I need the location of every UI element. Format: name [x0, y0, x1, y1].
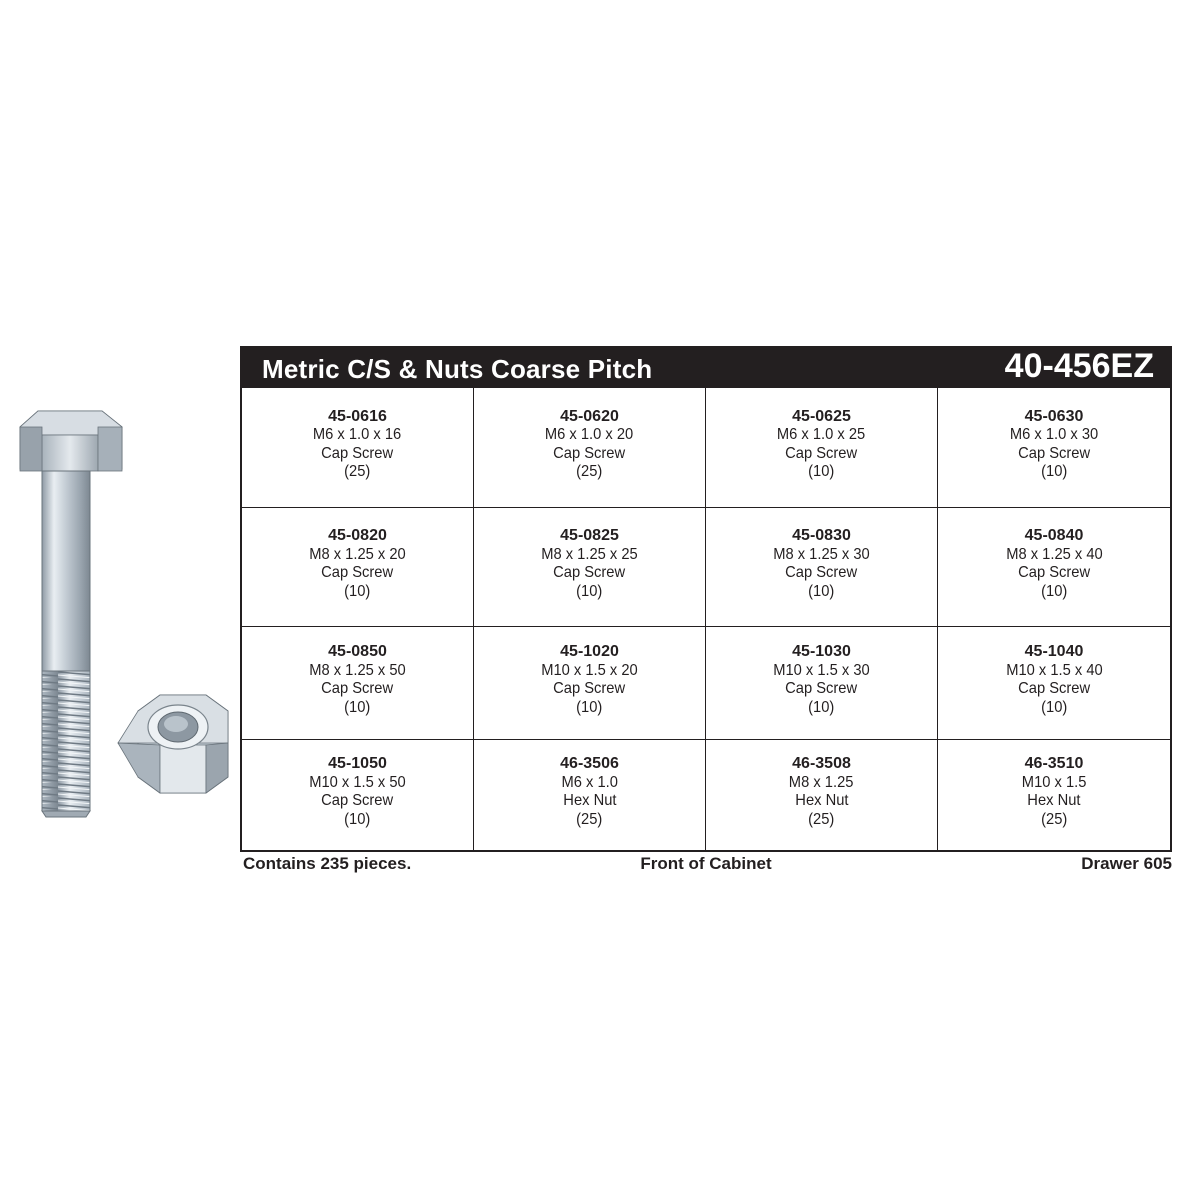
- part-cell: [938, 388, 1170, 508]
- part-cell: [242, 627, 474, 740]
- part-qty: (10): [808, 698, 835, 716]
- part-qty: (10): [808, 582, 835, 600]
- part-number: 45-1030: [792, 643, 851, 660]
- part-type: Cap Screw: [321, 444, 394, 462]
- part-type: Hex Nut: [562, 792, 617, 809]
- drawer-label-panel: [240, 346, 1172, 878]
- label-footer: [240, 854, 1172, 878]
- part-cell: [242, 508, 474, 627]
- part-size: M6 x 1.0 x 16: [313, 426, 402, 443]
- hardware-illustration: [10, 405, 240, 825]
- label-header: [240, 346, 1172, 388]
- part-qty: (10): [1040, 582, 1068, 600]
- part-number: 45-0825: [560, 527, 619, 544]
- part-qty: (10): [344, 582, 371, 600]
- hex-nut-icon: [118, 695, 228, 793]
- part-cell: [474, 740, 706, 850]
- part-qty: (10): [344, 810, 371, 828]
- drawer-number: Drawer 605: [1081, 854, 1172, 873]
- part-qty: (25): [1040, 810, 1068, 828]
- part-size: M8 x 1.25 x 20: [309, 545, 406, 563]
- part-number: 45-0830: [792, 527, 851, 544]
- parts-grid: [240, 388, 1172, 852]
- part-qty: (10): [1040, 698, 1068, 716]
- part-size: M10 x 1.5 x 40: [1005, 661, 1103, 679]
- part-cell: [706, 627, 938, 740]
- part-type: Cap Screw: [785, 444, 858, 462]
- part-cell: [474, 627, 706, 740]
- part-type: Cap Screw: [785, 564, 858, 581]
- part-number: 45-0840: [1024, 527, 1084, 544]
- part-number: 45-1020: [560, 643, 619, 660]
- part-size: M10 x 1.5 x 30: [773, 661, 870, 679]
- part-type: Cap Screw: [785, 680, 858, 697]
- part-type: Hex Nut: [1027, 792, 1081, 809]
- piece-count: Contains 235 pieces.: [243, 854, 412, 873]
- part-cell: [474, 388, 706, 508]
- part-cell: [706, 740, 938, 850]
- part-number: 45-0616: [328, 407, 387, 425]
- part-size: M10 x 1.5: [1021, 773, 1087, 791]
- part-qty: (10): [1040, 463, 1068, 480]
- part-qty: (10): [576, 582, 603, 600]
- part-type: Cap Screw: [1018, 564, 1090, 581]
- part-cell: [242, 388, 474, 508]
- part-cell: [706, 508, 938, 627]
- part-number: 45-1050: [328, 755, 387, 772]
- part-size: M8 x 1.25 x 50: [309, 661, 406, 679]
- part-size: M6 x 1.0 x 20: [545, 426, 634, 443]
- hex-cap-screw-icon: [20, 411, 122, 817]
- part-qty: (10): [344, 698, 371, 716]
- part-number: 46-3508: [792, 755, 851, 772]
- kit-number: 40-456EZ: [1004, 347, 1154, 385]
- part-type: Cap Screw: [553, 680, 626, 697]
- part-type: Cap Screw: [1018, 680, 1090, 697]
- part-cell: [938, 508, 1170, 627]
- part-size: M10 x 1.5 x 50: [309, 773, 406, 791]
- part-number: 45-0625: [792, 407, 851, 425]
- part-qty: (10): [576, 698, 603, 716]
- part-number: 46-3506: [560, 755, 619, 772]
- part-qty: (25): [576, 463, 603, 480]
- part-size: M10 x 1.5 x 20: [541, 661, 638, 679]
- part-type: Cap Screw: [321, 564, 394, 581]
- part-type: Cap Screw: [553, 444, 626, 462]
- part-cell: [938, 740, 1170, 850]
- part-qty: (25): [344, 463, 371, 480]
- part-type: Cap Screw: [321, 680, 394, 697]
- cabinet-location: Front of Cabinet: [640, 854, 772, 873]
- part-qty: (25): [576, 810, 603, 828]
- part-type: Cap Screw: [321, 792, 394, 809]
- part-size: M6 x 1.0 x 25: [777, 426, 866, 443]
- part-cell: [938, 627, 1170, 740]
- part-number: 45-0630: [1024, 407, 1084, 425]
- part-size: M6 x 1.0 x 30: [1009, 426, 1099, 443]
- part-number: 45-1040: [1024, 643, 1084, 660]
- part-qty: (10): [808, 463, 835, 480]
- part-type: Hex Nut: [794, 792, 849, 809]
- part-size: M6 x 1.0: [561, 773, 618, 791]
- part-cell: [242, 740, 474, 850]
- part-size: M8 x 1.25 x 30: [773, 545, 870, 563]
- part-number: 45-0620: [560, 407, 619, 425]
- part-cell: [706, 388, 938, 508]
- part-size: M8 x 1.25 x 25: [541, 545, 638, 563]
- part-number: 45-0850: [328, 643, 387, 660]
- part-cell: [474, 508, 706, 627]
- part-type: Cap Screw: [1018, 444, 1090, 462]
- part-number: 46-3510: [1024, 755, 1084, 772]
- part-size: M8 x 1.25 x 40: [1005, 545, 1103, 563]
- kit-title: Metric C/S & Nuts Coarse Pitch: [262, 354, 653, 384]
- part-qty: (25): [808, 810, 835, 828]
- part-type: Cap Screw: [553, 564, 626, 581]
- part-size: M8 x 1.25: [789, 773, 854, 791]
- part-number: 45-0820: [328, 527, 387, 544]
